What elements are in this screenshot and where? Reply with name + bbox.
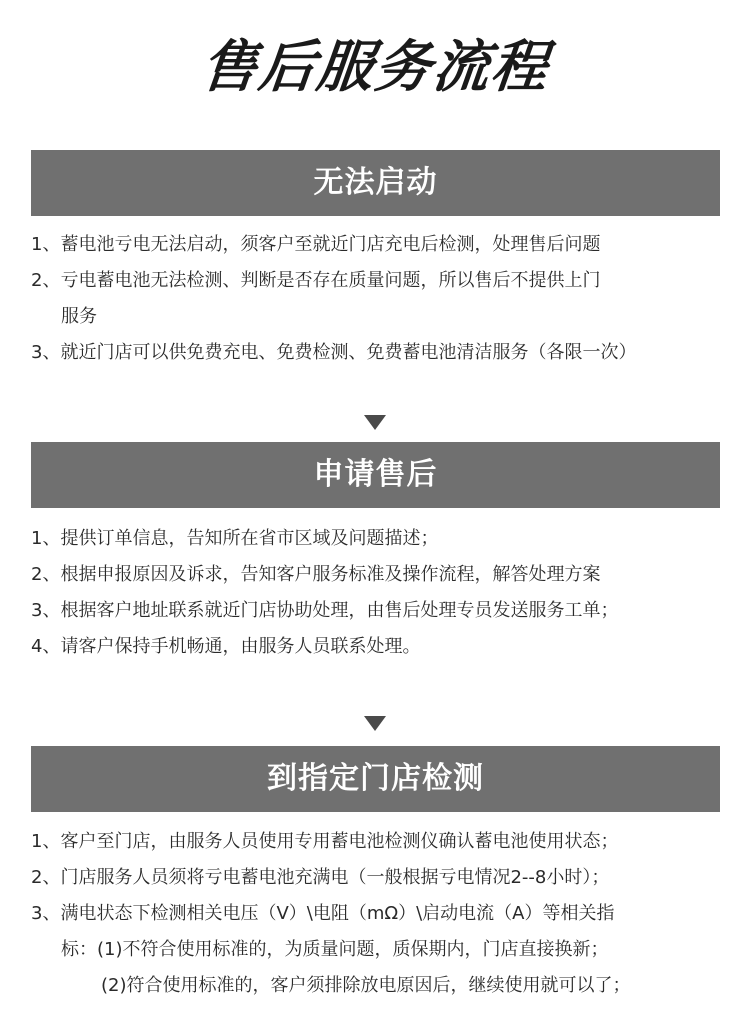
list-item [31, 902, 721, 998]
list-item [31, 341, 721, 365]
item-text: 2、门店服务人员须将亏电蓄电池充满电（一般根据亏电情况2--8小时）； [31, 867, 610, 888]
down-arrow-icon [364, 716, 386, 731]
section-list-startup [31, 233, 721, 377]
list-item [31, 599, 721, 623]
list-item [31, 233, 721, 257]
item-text: 1、提供订单信息，告知所在省市区域及问题描述； [31, 528, 439, 549]
item-text: 3、就近门店可以供免费充电、免费检测、免费蓄电池清洁服务（各限一次） [31, 342, 637, 363]
section-list-store-check [31, 830, 721, 1010]
list-item [31, 269, 721, 329]
list-item [31, 563, 721, 587]
section-heading-store-check: 到指定门店检测 [31, 746, 720, 812]
item-text-continued: (2)符合使用标准的，客户须排除放电原因后，继续使用就可以了； [101, 975, 631, 996]
list-item [31, 635, 721, 659]
section-heading-startup: 无法启动 [31, 150, 720, 216]
item-text: 3、满电状态下检测相关电压（V）\电阻（mΩ）\启动电流（A）等相关指 [31, 903, 615, 924]
item-text: 4、请客户保持手机畅通，由服务人员联系处理。 [31, 636, 421, 657]
section-list-apply [31, 527, 721, 671]
down-arrow-icon [364, 415, 386, 430]
item-text: 2、亏电蓄电池无法检测、判断是否存在质量问题，所以售后不提供上门 [31, 270, 601, 291]
page-title: 售后服务流程 [197, 35, 553, 100]
item-text: 1、蓄电池亏电无法启动，须客户至就近门店充电后检测，处理售后问题 [31, 234, 601, 255]
item-text-continued: 服务 [61, 306, 97, 327]
list-item [31, 527, 721, 551]
item-text-continued: 标：(1)不符合使用标准的，为质量问题，质保期内，门店直接换新； [61, 939, 609, 960]
item-text: 1、客户至门店，由服务人员使用专用蓄电池检测仪确认蓄电池使用状态； [31, 831, 619, 852]
list-item [31, 866, 721, 890]
item-text: 3、根据客户地址联系就近门店协助处理，由售后处理专员发送服务工单； [31, 600, 619, 621]
list-item [31, 830, 721, 854]
item-text: 2、根据申报原因及诉求，告知客户服务标准及操作流程，解答处理方案 [31, 564, 601, 585]
section-heading-apply: 申请售后 [31, 442, 720, 508]
